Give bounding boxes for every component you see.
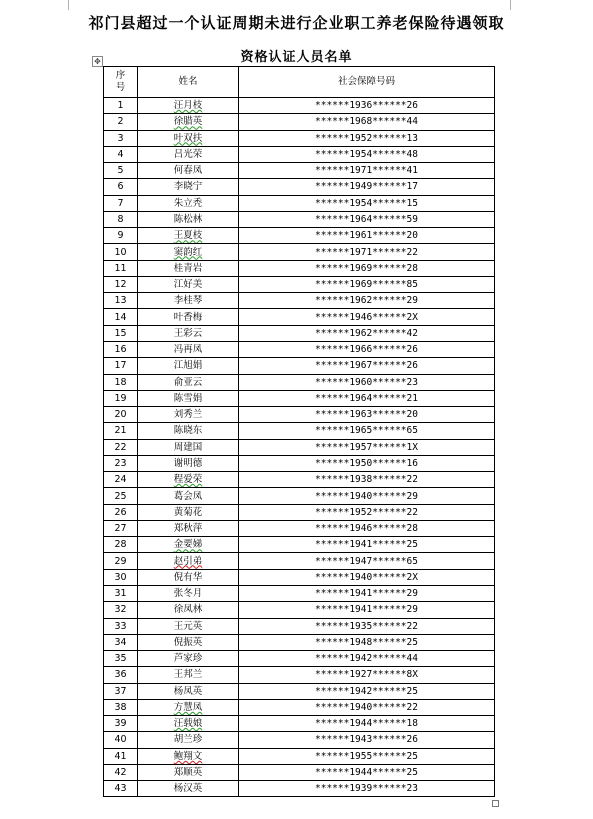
table-row: [104, 455, 495, 471]
row-name: [138, 488, 239, 504]
row-name: [138, 764, 239, 780]
row-name: [138, 748, 239, 764]
row-social-security-number: ******1944******18: [239, 716, 495, 732]
row-social-security-number: ******1965******65: [239, 423, 495, 439]
row-name-text: 冯再凤: [173, 344, 203, 356]
table-row: [104, 716, 495, 732]
row-seq: 5: [104, 163, 138, 179]
row-social-security-number: ******1954******15: [239, 195, 495, 211]
row-social-security-number: ******1963******20: [239, 407, 495, 423]
table-row: [104, 374, 495, 390]
row-social-security-number: ******1968******44: [239, 114, 495, 130]
row-seq: 32: [104, 602, 138, 618]
row-name: [138, 537, 239, 553]
row-social-security-number: ******1962******29: [239, 293, 495, 309]
row-seq: 1: [104, 98, 138, 114]
row-social-security-number: ******1927******8X: [239, 667, 495, 683]
row-seq: 39: [104, 716, 138, 732]
table-row: [104, 407, 495, 423]
row-name-text: 徐凤林: [173, 604, 203, 616]
table-move-handle-icon[interactable]: ✥: [92, 56, 103, 67]
row-name: [138, 553, 239, 569]
row-seq: 4: [104, 146, 138, 162]
row-seq: 18: [104, 374, 138, 390]
row-social-security-number: ******1960******23: [239, 374, 495, 390]
row-social-security-number: ******1955******25: [239, 748, 495, 764]
table-row: [104, 195, 495, 211]
row-seq: 11: [104, 260, 138, 276]
table-row: [104, 98, 495, 114]
table-row: [104, 472, 495, 488]
row-name-text: 郑秋萍: [173, 523, 203, 535]
table-row: [104, 341, 495, 357]
row-seq: 36: [104, 667, 138, 683]
table-row: [104, 146, 495, 162]
row-name-text: 李桂琴: [173, 295, 203, 307]
row-seq: 31: [104, 585, 138, 601]
row-name-text: 江好美: [173, 279, 203, 291]
row-name-text: 杨凤英: [173, 685, 203, 697]
row-name: [138, 390, 239, 406]
row-name-text: 张冬月: [173, 588, 203, 600]
row-seq: 35: [104, 651, 138, 667]
row-name: [138, 455, 239, 471]
row-social-security-number: ******1936******26: [239, 98, 495, 114]
row-name-text: 陈晓东: [173, 425, 203, 437]
table-row: [104, 667, 495, 683]
row-name-text: 王元英: [173, 620, 203, 632]
row-name: [138, 146, 239, 162]
row-social-security-number: ******1971******22: [239, 244, 495, 260]
row-name-text: 谢明德: [173, 457, 203, 469]
table-row: [104, 504, 495, 520]
row-social-security-number: ******1946******28: [239, 520, 495, 536]
row-seq: 13: [104, 293, 138, 309]
row-seq: 17: [104, 358, 138, 374]
row-name: [138, 358, 239, 374]
row-name-text: 郑顺英: [173, 767, 203, 779]
row-name-text: 方慧凤: [173, 701, 203, 713]
row-seq: 40: [104, 732, 138, 748]
row-name-text: 黄菊花: [173, 506, 203, 518]
row-social-security-number: ******1938******22: [239, 472, 495, 488]
row-name: [138, 634, 239, 650]
table-row: [104, 423, 495, 439]
row-name-text: 程爱荣: [173, 474, 203, 486]
table-row: [104, 732, 495, 748]
row-name-text: 鲍翔文: [173, 750, 203, 762]
table-row: [104, 439, 495, 455]
table-row: [104, 748, 495, 764]
page-corner-mark-left: [50, 0, 69, 10]
table-row: [104, 699, 495, 715]
row-name-text: 周建国: [173, 441, 203, 453]
table-resize-handle[interactable]: [492, 800, 499, 807]
table-row: [104, 179, 495, 195]
row-seq: 12: [104, 276, 138, 292]
table-row: [104, 293, 495, 309]
row-seq: 10: [104, 244, 138, 260]
row-name: [138, 472, 239, 488]
row-seq: 30: [104, 569, 138, 585]
document-subtitle: 资格认证人员名单: [240, 50, 353, 65]
row-seq: 8: [104, 211, 138, 227]
row-social-security-number: ******1944******25: [239, 764, 495, 780]
row-name-text: 陈雪娟: [173, 392, 203, 404]
row-name-text: 陈松林: [173, 213, 203, 225]
row-social-security-number: ******1961******20: [239, 228, 495, 244]
row-seq: 26: [104, 504, 138, 520]
row-seq: 37: [104, 683, 138, 699]
row-name-text: 金要娣: [173, 539, 203, 551]
row-seq: 27: [104, 520, 138, 536]
table-row: [104, 634, 495, 650]
row-name: [138, 374, 239, 390]
table-row: [104, 130, 495, 146]
page-corner-mark-right: [510, 0, 529, 10]
row-social-security-number: ******1949******17: [239, 179, 495, 195]
row-name-text: 叶香梅: [173, 311, 203, 323]
row-name-text: 汪月枝: [173, 100, 203, 112]
table-row: [104, 276, 495, 292]
row-name: [138, 276, 239, 292]
row-name: [138, 179, 239, 195]
row-name: [138, 309, 239, 325]
row-name: [138, 260, 239, 276]
row-name: [138, 699, 239, 715]
row-social-security-number: ******1950******16: [239, 455, 495, 471]
table-row: [104, 520, 495, 536]
row-social-security-number: ******1969******85: [239, 276, 495, 292]
table-row: [104, 309, 495, 325]
row-name-text: 刘秀兰: [173, 409, 203, 421]
row-name: [138, 130, 239, 146]
row-seq: 22: [104, 439, 138, 455]
table-row: [104, 602, 495, 618]
row-seq: 3: [104, 130, 138, 146]
row-name: [138, 325, 239, 341]
row-social-security-number: ******1964******59: [239, 211, 495, 227]
row-seq: 23: [104, 455, 138, 471]
row-name-text: 倪振英: [173, 636, 203, 648]
table-row: [104, 553, 495, 569]
table-row: [104, 651, 495, 667]
row-seq: 2: [104, 114, 138, 130]
row-seq: 42: [104, 764, 138, 780]
row-name: [138, 407, 239, 423]
row-social-security-number: ******1969******28: [239, 260, 495, 276]
table-row: [104, 228, 495, 244]
row-name-text: 王邦兰: [173, 669, 203, 681]
row-name: [138, 504, 239, 520]
row-name: [138, 423, 239, 439]
row-seq: 7: [104, 195, 138, 211]
row-seq: 34: [104, 634, 138, 650]
row-name: [138, 520, 239, 536]
row-name: [138, 716, 239, 732]
header-seq: 序 号: [104, 67, 138, 98]
table-row: [104, 537, 495, 553]
row-name-text: 朱立秃: [173, 197, 203, 209]
row-social-security-number: ******1941******29: [239, 602, 495, 618]
row-social-security-number: ******1966******26: [239, 341, 495, 357]
row-name: [138, 195, 239, 211]
row-name-text: 倪有华: [173, 571, 203, 583]
row-name: [138, 341, 239, 357]
row-name-text: 胡兰珍: [173, 734, 203, 746]
row-name-text: 汪载娘: [173, 718, 203, 730]
row-name-text: 江旭娟: [173, 360, 203, 372]
row-name-text: 叶双扶: [173, 132, 203, 144]
row-seq: 20: [104, 407, 138, 423]
table-row: [104, 163, 495, 179]
row-name: [138, 781, 239, 797]
row-name: [138, 439, 239, 455]
row-seq: 41: [104, 748, 138, 764]
table-row: [104, 358, 495, 374]
table-row: [104, 114, 495, 130]
row-name-text: 吕光荣: [173, 148, 203, 160]
row-name-text: 赵引弟: [173, 555, 203, 567]
row-name-text: 杨汉英: [173, 783, 203, 795]
table-row: [104, 618, 495, 634]
row-name: [138, 114, 239, 130]
row-name-text: 徐腊英: [173, 116, 203, 128]
row-seq: 9: [104, 228, 138, 244]
row-seq: 28: [104, 537, 138, 553]
table-row: [104, 585, 495, 601]
row-name-text: 窦韵红: [173, 246, 203, 258]
row-social-security-number: ******1946******2X: [239, 309, 495, 325]
row-social-security-number: ******1940******22: [239, 699, 495, 715]
row-social-security-number: ******1957******1X: [239, 439, 495, 455]
header-code: 社会保障号码: [239, 67, 495, 98]
row-name: [138, 683, 239, 699]
table-row: [104, 683, 495, 699]
row-social-security-number: ******1952******13: [239, 130, 495, 146]
table-row: [104, 781, 495, 797]
row-name: [138, 211, 239, 227]
row-social-security-number: ******1940******29: [239, 488, 495, 504]
row-name: [138, 98, 239, 114]
row-social-security-number: ******1964******21: [239, 390, 495, 406]
row-seq: 14: [104, 309, 138, 325]
row-name-text: 何春凤: [173, 165, 203, 177]
row-social-security-number: ******1943******26: [239, 732, 495, 748]
row-seq: 38: [104, 699, 138, 715]
row-name-text: 王彩云: [173, 327, 203, 339]
table-row: [104, 244, 495, 260]
row-social-security-number: ******1939******23: [239, 781, 495, 797]
row-name: [138, 569, 239, 585]
row-social-security-number: ******1947******65: [239, 553, 495, 569]
row-name-text: 桂青岩: [173, 262, 203, 274]
table-row: [104, 488, 495, 504]
row-name: [138, 585, 239, 601]
row-social-security-number: ******1952******22: [239, 504, 495, 520]
row-seq: 24: [104, 472, 138, 488]
personnel-table: [103, 66, 495, 797]
row-social-security-number: ******1942******44: [239, 651, 495, 667]
row-social-security-number: ******1967******26: [239, 358, 495, 374]
table-row: [104, 764, 495, 780]
row-name-text: 李晓宁: [173, 181, 203, 193]
row-seq: 29: [104, 553, 138, 569]
row-seq: 25: [104, 488, 138, 504]
row-social-security-number: ******1948******25: [239, 634, 495, 650]
table-row: [104, 211, 495, 227]
row-social-security-number: ******1942******25: [239, 683, 495, 699]
row-seq: 21: [104, 423, 138, 439]
row-name-text: 芦家珍: [173, 653, 203, 665]
row-seq: 6: [104, 179, 138, 195]
row-social-security-number: ******1941******25: [239, 537, 495, 553]
row-seq: 16: [104, 341, 138, 357]
row-name-text: 葛会凤: [173, 490, 203, 502]
header-name: 姓名: [138, 67, 239, 98]
document-title: 祁门县超过一个认证周期未进行企业职工养老保险待遇领取: [88, 14, 505, 32]
row-name: [138, 602, 239, 618]
row-seq: 43: [104, 781, 138, 797]
row-name: [138, 293, 239, 309]
row-name: [138, 732, 239, 748]
row-social-security-number: ******1971******41: [239, 163, 495, 179]
row-name: [138, 667, 239, 683]
table-row: [104, 569, 495, 585]
row-name: [138, 651, 239, 667]
row-name: [138, 244, 239, 260]
table-row: [104, 260, 495, 276]
row-name: [138, 618, 239, 634]
row-name-text: 王夏枝: [173, 230, 203, 242]
row-name: [138, 228, 239, 244]
row-seq: 19: [104, 390, 138, 406]
table-row: [104, 325, 495, 341]
row-name: [138, 163, 239, 179]
table-header-row: [104, 67, 495, 98]
row-name-text: 俞亚云: [173, 376, 203, 388]
row-seq: 15: [104, 325, 138, 341]
row-seq: 33: [104, 618, 138, 634]
row-social-security-number: ******1935******22: [239, 618, 495, 634]
row-social-security-number: ******1954******48: [239, 146, 495, 162]
row-social-security-number: ******1962******42: [239, 325, 495, 341]
table-row: [104, 390, 495, 406]
row-social-security-number: ******1940******2X: [239, 569, 495, 585]
row-social-security-number: ******1941******29: [239, 585, 495, 601]
